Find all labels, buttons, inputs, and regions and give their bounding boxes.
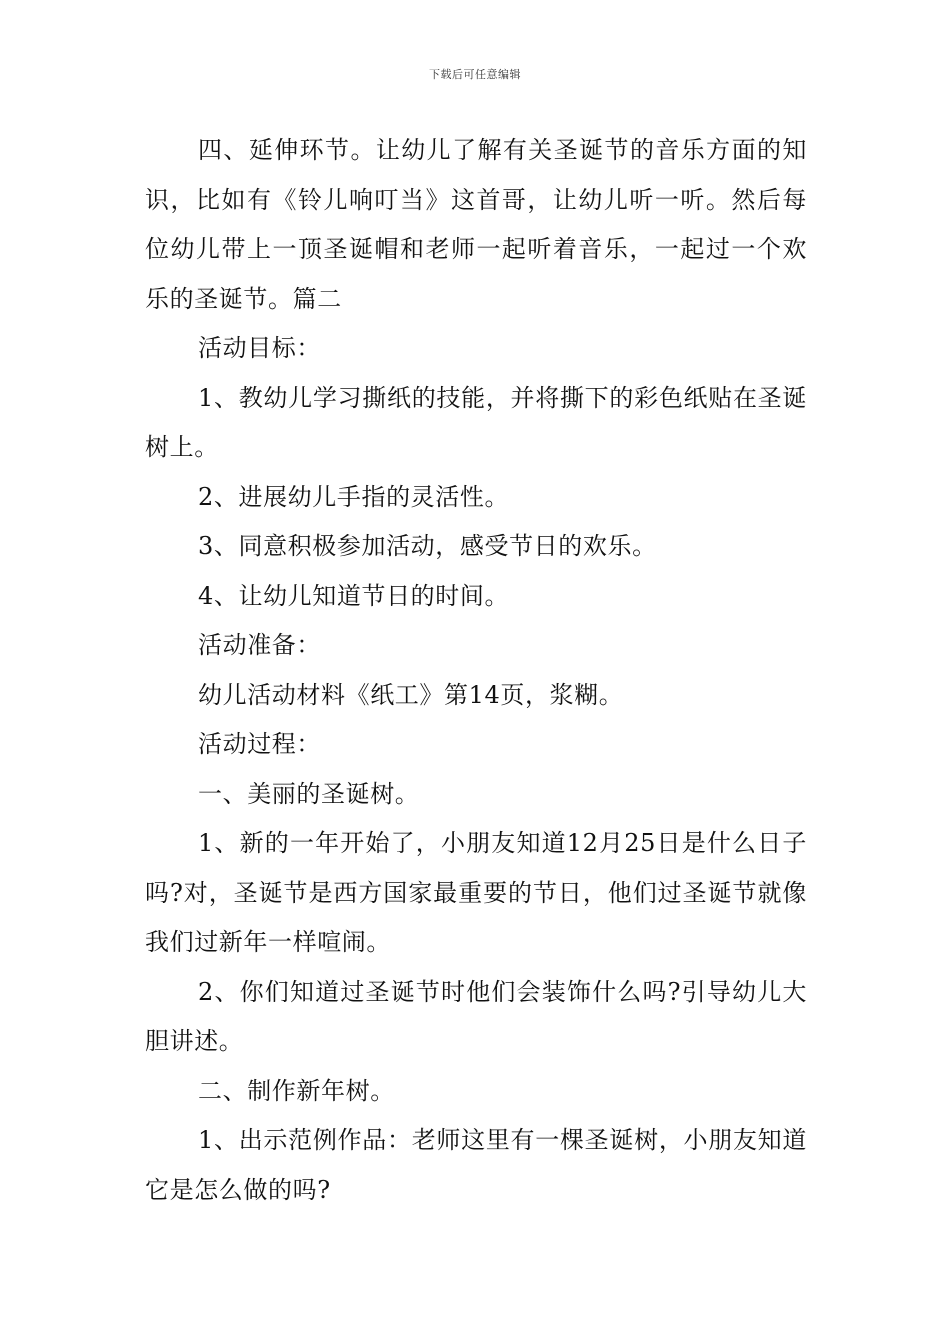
- paragraph: 二、制作新年树。: [198, 1076, 395, 1105]
- paragraph: 1、出示范例作品：老师这里有一棵圣诞树，小朋友知道它是怎么做的吗?: [145, 1126, 807, 1204]
- paragraph: 四、延伸环节。让幼儿了解有关圣诞节的音乐方面的知识，比如有《铃儿响叮当》这首哥，让幼儿听一听。然后每位幼儿带上一顶圣诞帽和老师一起听着音乐，一起过一个欢乐的圣诞节。篇二: [145, 136, 807, 313]
- paragraph: 活动目标：: [198, 334, 321, 362]
- paragraph: 活动过程：: [198, 730, 321, 758]
- paragraph: 活动准备：: [198, 631, 321, 659]
- paragraph: 幼儿活动材料《纸工》第14页，浆糊。: [198, 680, 624, 709]
- document-body: [145, 126, 807, 1215]
- paragraph: 2、你们知道过圣诞节时他们会装饰什么吗?引导幼儿大胆讲述。: [145, 977, 807, 1055]
- paragraph: 1、新的一年开始了，小朋友知道12月25日是什么日子吗?对，圣诞节是西方国家最重要的节日，他们过圣诞节就像我们过新年一样喧闹。: [145, 829, 807, 956]
- paragraph: 3、同意积极参加活动，感受节日的欢乐。: [198, 532, 657, 560]
- paragraph: 2、进展幼儿手指的灵活性。: [198, 482, 510, 511]
- paragraph: 1、教幼儿学习撕纸的技能，并将撕下的彩色纸贴在圣诞树上。: [145, 383, 807, 461]
- paragraph: 4、让幼儿知道节日的时间。: [198, 581, 510, 610]
- paragraph: 一、美丽的圣诞树。: [198, 779, 420, 808]
- page-header-note: 下载后可任意编辑: [429, 68, 521, 81]
